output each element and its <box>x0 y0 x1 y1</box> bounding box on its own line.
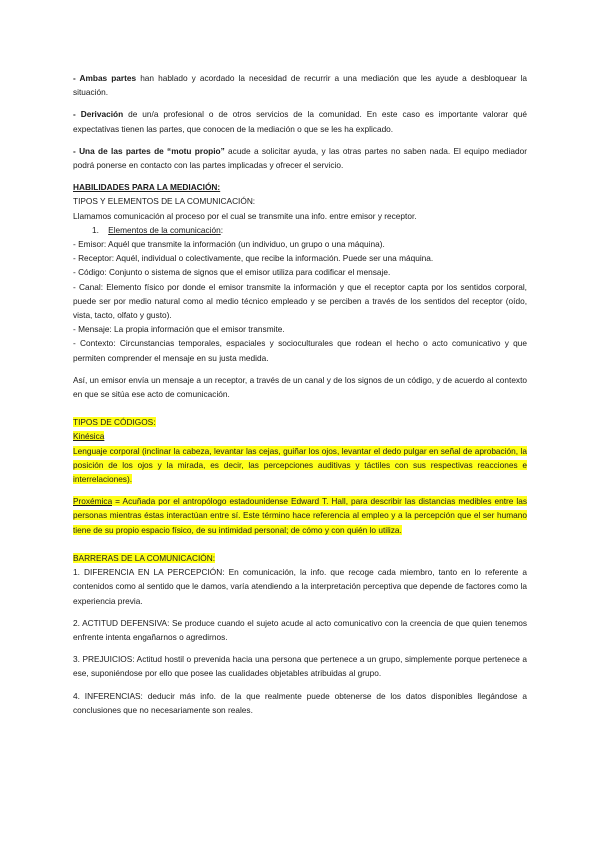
document-body <box>73 71 527 717</box>
kinesica-title <box>73 429 527 443</box>
barrera-prejuicios: 3. PREJUICIOS: Actitud hostil o prevenida hacia una persona que pertenece a un grupo, simplemente porque pertenece a ese, suponiéndose por ello que posee las cualidades objetables atribuidas al grupo. <box>73 654 527 679</box>
kinesica-paragraph <box>73 444 527 487</box>
term-ambas-partes: - Ambas partes <box>73 73 137 83</box>
list-number: 1. <box>92 224 99 235</box>
list-colon: : <box>220 224 223 235</box>
definition-comunicacion: Llamamos comunicación al proceso por el cual se transmite una info. entre emisor y receptor. <box>73 210 417 221</box>
list-item-elementos <box>73 223 527 237</box>
kinesica-text: Lenguaje corporal (inclinar la cabeza, levantar las cejas, guiñar los ojos, levantar el dedo pulgar en señal de aprobación, la posición de los ojos y la mirada, es decir, las percepciones auditivas y táctiles con sus respectivas reacciones e interrelaciones). <box>73 445 527 485</box>
element-codigo: - Código: Conjunto o sistema de signos que el emisor utiliza para codificar el mensaje. <box>73 267 391 278</box>
heading-barreras-text: BARRERAS DE LA COMUNICACIÓN: <box>73 552 215 563</box>
paragraph-ambas-partes <box>73 71 527 99</box>
term-derivacion: - Derivación <box>73 109 124 120</box>
text-motu-propio: acude a solicitar ayuda, y las otras partes no saben nada. El equipo mediador podrá ponerse en contacto con las partes implicadas y ofrecer el servicio. <box>73 145 527 171</box>
heading-habilidades: HABILIDADES PARA LA MEDIACIÓN: <box>73 182 221 193</box>
text-ambas-partes: han hablado y acordado la necesidad de recurrir a una mediación que les ayude a desbloquear la situación. <box>73 73 527 98</box>
term-motu-propio: - Una de las partes de “motu propio” <box>73 145 225 156</box>
paragraph-motu-propio <box>73 144 527 172</box>
element-receptor: - Receptor: Aquél, individual o colectivamente, que recibe la información. Puede ser una máquina. <box>73 253 434 264</box>
subheading-tipos-elementos: TIPOS Y ELEMENTOS DE LA COMUNICACIÓN: <box>73 196 256 207</box>
proxemica-text: = Acuñada por el antropólogo estadounidense Edward T. Hall, para describir las distancias medibles entre las personas mientras éstas interactúan entre sí. Este término hace referencia al empleo y a la percepción que el ser humano tiene de su propio espacio físico, de su intimidad personal; de cómo y con quién lo utiliza. <box>73 496 527 535</box>
paragraph-derivacion <box>73 107 527 135</box>
heading-tipos-codigos-text: TIPOS DE CÓDIGOS: <box>73 417 156 428</box>
element-contexto: - Contexto: Circunstancias temporales, espaciales y socioculturales que rodean el hecho o acto comunicativo y que permiten comprender el mensaje en su justa medida. <box>73 338 527 363</box>
list-title-elementos: Elementos de la comunicación <box>108 224 221 235</box>
proxemica-title: Proxémica <box>73 496 113 507</box>
summary-comunicacion: Así, un emisor envía un mensaje a un receptor, a través de un canal y de los signos de un código, y de acuerdo al contexto en que se sitúa ese acto de comunicación. <box>73 374 527 400</box>
barrera-actitud-defensiva: 2. ACTITUD DEFENSIVA: Se produce cuando el sujeto acude al acto comunicativo con la creencia de que quien tenemos enfrente intenta engañarnos o agredirnos. <box>73 617 527 642</box>
element-canal: - Canal: Elemento físico por donde el emisor transmite la información y que el receptor capta por los sentidos corporal, puede ser por medio natural como al medio técnico empleado y se perciben a través de los sentidos del receptor (oído, vista, tacto, olfato y gusto). <box>73 281 527 321</box>
heading-tipos-codigos <box>73 415 527 429</box>
barrera-inferencias: 4. INFERENCIAS: deducir más info. de la que realmente puede obtenerse de los datos disponibles llegándose a conclusiones que no necesariamente son reales. <box>73 690 527 715</box>
text-derivacion: de un/a profesional o de otros servicios de la comunidad. En este caso es importante valorar qué expectativas tienen las partes, que conocen de la mediación o que se les ha explicado. <box>73 109 527 134</box>
element-emisor: - Emisor: Aquél que transmite la información (un individuo, un grupo o una máquina). <box>73 239 385 250</box>
heading-barreras <box>73 551 527 565</box>
kinesica-title-text: Kinésica <box>73 431 105 442</box>
proxemica-paragraph <box>73 494 527 537</box>
barrera-percepcion: 1. DIFERENCIA EN LA PERCEPCIÓN: En comunicación, la info. que recoge cada miembro, tanto en lo referente a contenidos como al sentido que le damos, varía atendiendo a la interpretación perceptiva que depende de factores como la experiencia previa. <box>73 567 527 606</box>
element-mensaje: - Mensaje: La propia información que el emisor transmite. <box>73 324 285 335</box>
